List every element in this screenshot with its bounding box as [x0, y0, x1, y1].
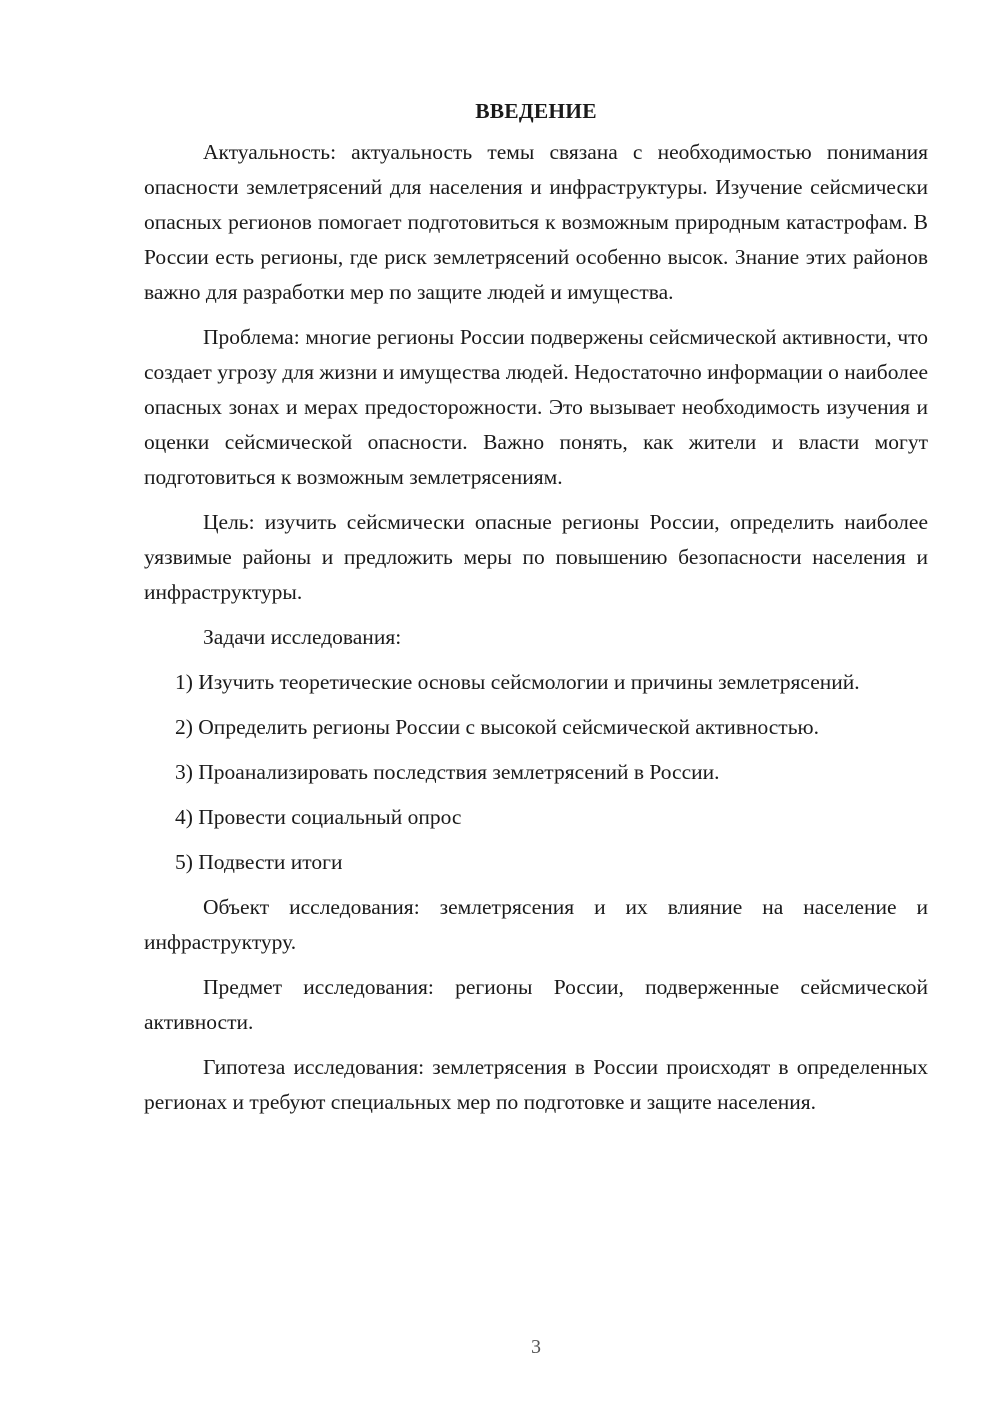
paragraph-subject: Предмет исследования: регионы России, подверженные сейсмической активности.	[144, 975, 928, 1034]
paragraph-problem: Проблема: многие регионы России подвержены сейсмической активности, что создает угрозу для жизни и имущества людей. Недостаточно информации о наиболее опасных зонах и мерах предосторожности. Это вызывает необходимость изучения и оценки сейсмической опасности. Важно понять, как жители и власти могут подготовиться к возможным землетрясениям.	[144, 325, 928, 489]
task-item-4: 4) Провести социальный опрос	[175, 805, 462, 829]
task-item-5: 5) Подвести итоги	[175, 850, 343, 874]
task-item-2: 2) Определить регионы России с высокой сейсмической активностью.	[175, 715, 819, 739]
paragraph-object: Объект исследования: землетрясения и их влияние на население и инфраструктуру.	[144, 895, 928, 954]
section-heading: ВВЕДЕНИЕ	[475, 99, 597, 123]
task-item-1: 1) Изучить теоретические основы сейсмологии и причины землетрясений.	[175, 670, 860, 694]
task-item-3: 3) Проанализировать последствия землетрясений в России.	[175, 760, 720, 784]
paragraph-tasks-title: Задачи исследования:	[203, 625, 402, 649]
paragraph-goal: Цель: изучить сейсмически опасные регионы России, определить наиболее уязвимые районы и предложить меры по повышению безопасности населения и инфраструктуры.	[144, 510, 928, 604]
document-body	[144, 96, 928, 1130]
paragraph-relevance: Актуальность: актуальность темы связана с необходимостью понимания опасности землетрясений для населения и инфраструктуры. Изучение сейсмически опасных регионов помогает подготовиться к возможным природным катастрофам. В России есть регионы, где риск землетрясений особенно высок. Знание этих районов важно для разработки мер по защите людей и имущества.	[144, 140, 928, 304]
paragraph-hypothesis: Гипотеза исследования: землетрясения в России происходят в определенных регионах и требуют специальных мер по подготовке и защите населения.	[144, 1055, 928, 1114]
page-number: 3	[531, 1336, 541, 1358]
